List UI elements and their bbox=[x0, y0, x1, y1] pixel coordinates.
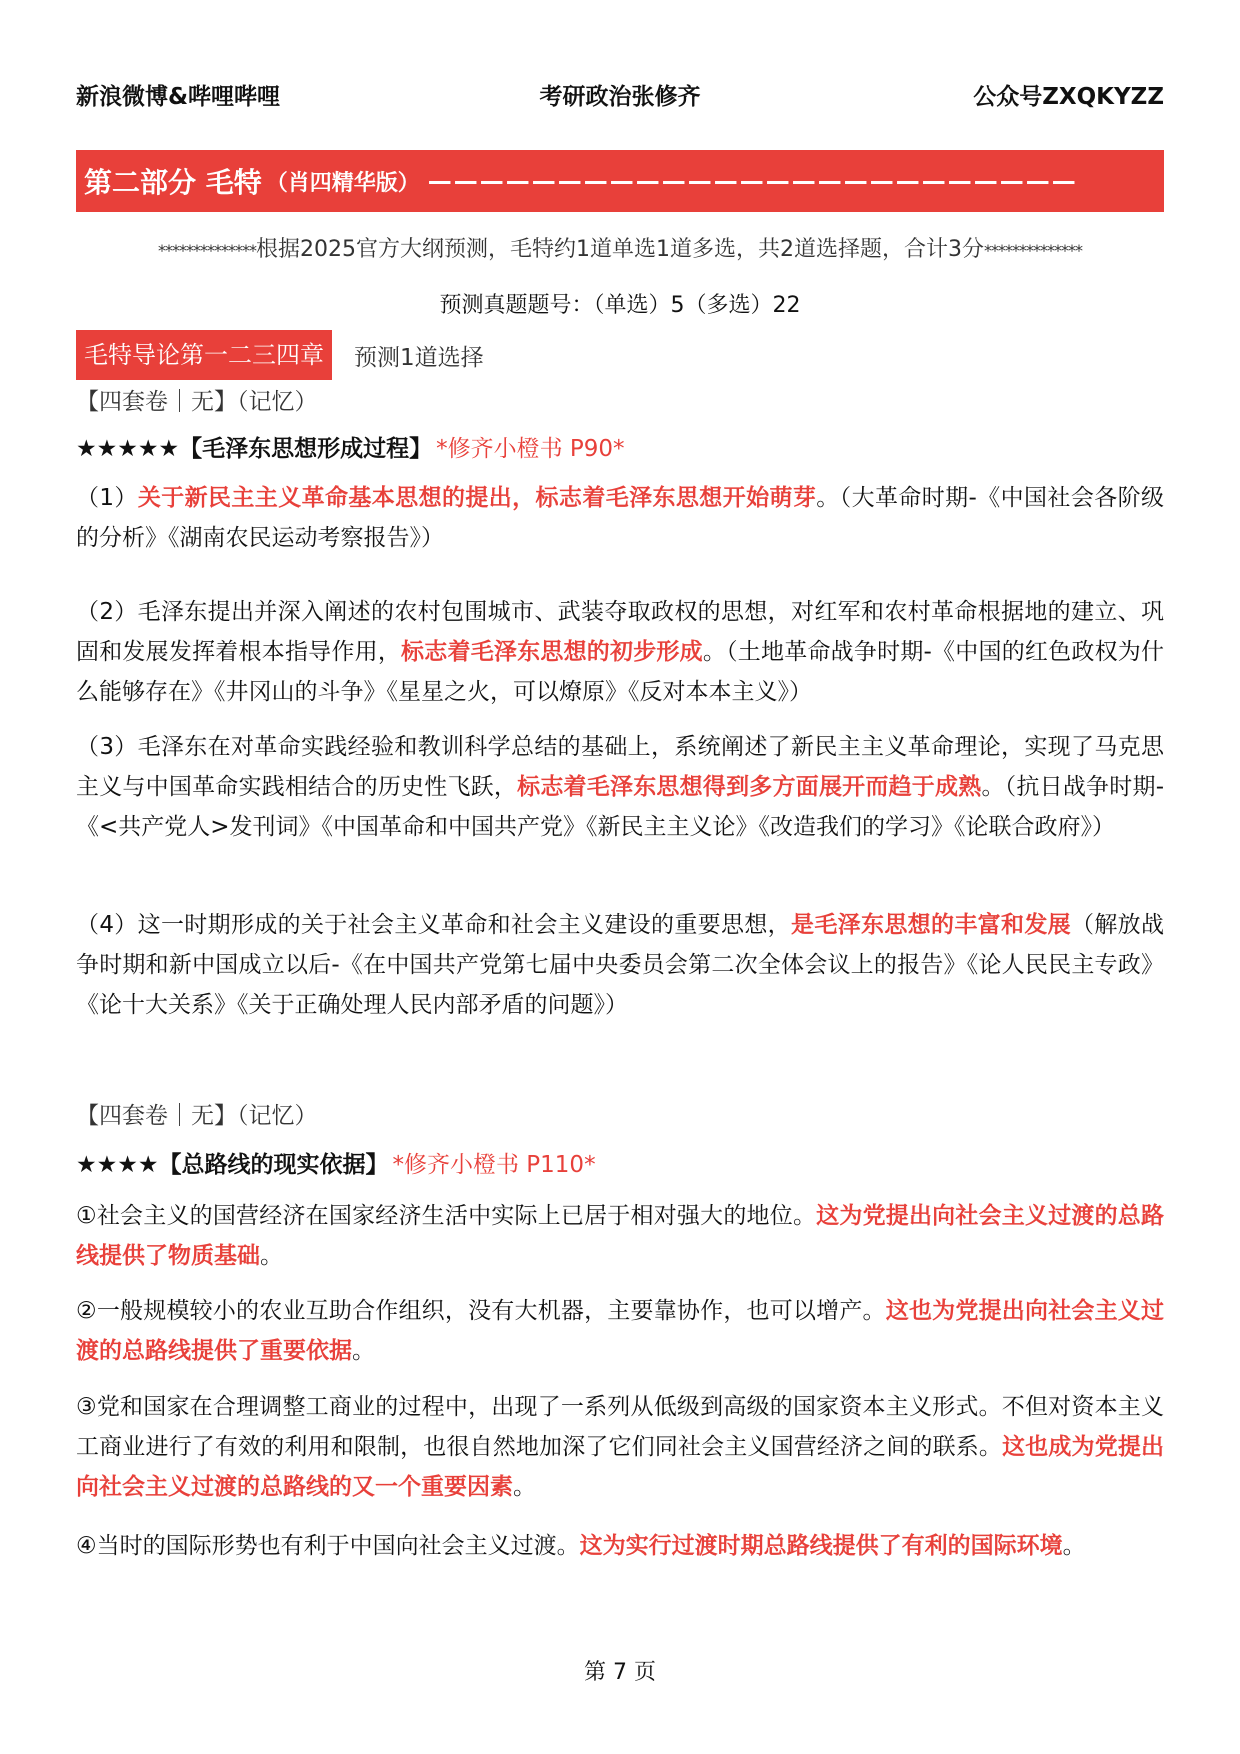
item-tail: 。（土地革命战争时期-《中国的红色政权为什么能够存在》《井冈山的斗争》《星星之火，可以燎原》《反对本本主义》） bbox=[76, 639, 1165, 705]
item-tail: 。（大革命时期-《中国社会各阶级的分析》《湖南农民运动考察报告》） bbox=[76, 485, 1164, 551]
importance-stars: ★★★★★ bbox=[76, 436, 180, 462]
list-item bbox=[76, 1526, 1164, 1566]
item-text: 这一时期形成的关于社会主义革命和社会主义建设的重要思想， bbox=[137, 912, 791, 938]
item-prefix: ④ bbox=[76, 1533, 97, 1559]
page-number: 第 7 页 bbox=[584, 1660, 656, 1685]
list-item bbox=[76, 592, 1164, 712]
banner-title: 第二部分 毛特 bbox=[84, 166, 262, 199]
item-text: 党和国家在合理调整工商业的过程中，出现了一系列从低级到高级的国家资本主义形式。不但对资本主义工商业进行了有效的利用和限制，也很自然地加深了它们同社会主义国营经济之间的联系。 bbox=[76, 1394, 1164, 1460]
prediction-note bbox=[76, 232, 1164, 263]
item-prefix: ③ bbox=[76, 1394, 97, 1420]
item-prefix: ② bbox=[76, 1298, 97, 1324]
item-tail: （解放战争时期和新中国成立以后-《在中国共产党第七届中央委员会第二次全体会议上的报告》《论人民民主专政》《论十大关系》《关于正确处理人民内部矛盾的问题》） bbox=[76, 912, 1165, 1018]
key-point: 标志着毛泽东思想得到多方面展开而趋于成熟 bbox=[517, 774, 982, 800]
item-text: 一般规模较小的农业互助合作组织，没有大机器，主要靠协作，也可以增产。 bbox=[96, 1298, 886, 1324]
header-left: 新浪微博&哔哩哔哩 bbox=[76, 84, 281, 110]
importance-stars: ★★★★ bbox=[76, 1152, 159, 1178]
key-point: 这为党提出向社会主义过渡的总路线提供了物质基础 bbox=[76, 1203, 1165, 1269]
item-prefix: ① bbox=[76, 1203, 97, 1229]
item-text: 毛泽东提出并深入阐述的农村包围城市、武装夺取政权的思想，对红军和农村革命根据地的建立、巩固和发展发挥着根本指导作用， bbox=[76, 599, 1164, 665]
section-title bbox=[76, 1146, 596, 1179]
item-tail: 。 bbox=[1062, 1533, 1086, 1559]
asterisks-left: ************** bbox=[158, 241, 256, 260]
key-point: 这为实行过渡时期总路线提供了有利的国际环境 bbox=[579, 1533, 1063, 1559]
key-point: 这也成为党提出向社会主义过渡的总路线的又一个重要因素 bbox=[76, 1434, 1165, 1500]
asterisks-right: ************** bbox=[983, 241, 1082, 260]
item-prefix: （4） bbox=[76, 912, 138, 938]
list-item bbox=[76, 1196, 1164, 1276]
chapter-tag: 毛特导论第一二三四章 bbox=[76, 330, 332, 380]
page-header bbox=[76, 78, 1164, 108]
chapter-row bbox=[76, 330, 484, 380]
item-tail: 。 bbox=[513, 1474, 536, 1500]
section-meta: 【四套卷｜无】（记忆） bbox=[76, 389, 318, 415]
item-tail: 。 bbox=[352, 1338, 375, 1364]
topic-title: 【毛泽东思想形成过程】 bbox=[179, 436, 433, 462]
item-text: 社会主义的国营经济在国家经济生活中实际上已居于相对强大的地位。 bbox=[96, 1203, 817, 1229]
banner-dashes: ————————————————————————— bbox=[427, 167, 1078, 195]
key-point: 关于新民主主义革命基本思想的提出，标志着毛泽东思想开始萌芽 bbox=[137, 485, 817, 511]
item-prefix: （1） bbox=[76, 485, 138, 511]
question-numbers: 预测真题题号：（单选）5（多选）22 bbox=[439, 293, 801, 318]
header-right: 公众号ZXQKYZZ bbox=[973, 84, 1164, 110]
key-point: 是毛泽东思想的丰富和发展 bbox=[791, 912, 1072, 938]
item-text: 当时的国际形势也有利于中国向社会主义过渡。 bbox=[96, 1533, 580, 1559]
list-item bbox=[76, 478, 1164, 558]
chapter-note: 预测1道选择 bbox=[354, 344, 484, 371]
list-item bbox=[76, 727, 1164, 847]
key-point: 标志着毛泽东思想的初步形成 bbox=[401, 639, 703, 665]
key-point: 这也为党提出向社会主义过渡的总路线提供了重要依据 bbox=[76, 1298, 1165, 1364]
prediction-text: 根据2025官方大纲预测，毛特约1道单选1道多选，共2道选择题，合计3分 bbox=[256, 237, 984, 262]
item-prefix: （2） bbox=[76, 599, 138, 625]
banner-subtitle: （肖四精华版） bbox=[265, 170, 420, 196]
header-center: 考研政治张修齐 bbox=[539, 84, 701, 110]
item-tail: 。 bbox=[260, 1243, 283, 1269]
book-reference: *修齐小橙书 P110* bbox=[392, 1152, 596, 1178]
section-title bbox=[76, 430, 625, 463]
book-reference: *修齐小橙书 P90* bbox=[436, 436, 625, 462]
list-item bbox=[76, 905, 1164, 1025]
list-item bbox=[76, 1387, 1164, 1507]
list-item bbox=[76, 1291, 1164, 1371]
item-tail: 。（抗日战争时期-《<共产党人>发刊词》《中国革命和中国共产党》《新民主主义论》《改造我们的学习》《论联合政府》） bbox=[76, 774, 1165, 840]
part-banner bbox=[76, 150, 1164, 212]
item-prefix: （3） bbox=[76, 734, 138, 760]
item-text: 毛泽东在对革命实践经验和教训科学总结的基础上，系统阐述了新民主主义革命理论，实现了马克思主义与中国革命实践相结合的历史性飞跃， bbox=[76, 734, 1164, 800]
section-meta: 【四套卷｜无】（记忆） bbox=[76, 1103, 318, 1129]
topic-title: 【总路线的现实依据】 bbox=[158, 1152, 389, 1178]
